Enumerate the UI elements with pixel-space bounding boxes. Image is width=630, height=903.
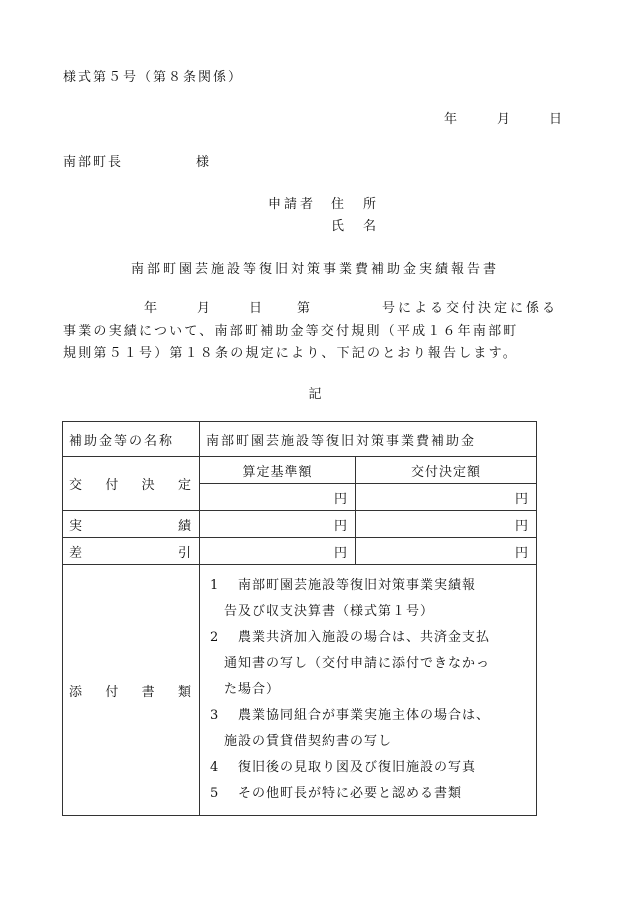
applicant-label: 申請者 <box>268 197 317 212</box>
body-line3: 規則第５１号）第１８条の規定により、下記のとおり報告します。 <box>63 346 518 361</box>
attachment-item-1: 1 南部町園芸施設等復旧対策事業実績報 告及び収支決算書（様式第１号） <box>210 578 477 619</box>
date-year: 年 <box>444 112 458 127</box>
form-number: 様式第５号（第８条関係） <box>63 70 244 85</box>
subsidy-name-value: 南部町園芸施設等復旧対策事業費補助金 <box>200 422 537 457</box>
date-month: 月 <box>497 112 511 127</box>
body-year: 年 <box>144 301 160 316</box>
attachment-item-2: 2 農業共済加入施設の場合は、共済金支払 通知書の写し（交付申請に添付できなかっ た場合） <box>210 630 491 697</box>
base-amount-header: 算定基準額 <box>200 457 356 484</box>
body-day: 日 <box>249 301 265 316</box>
difference-label: 差引 <box>63 538 200 565</box>
decision-label: 交付決定 <box>63 457 200 511</box>
table-row <box>63 538 537 565</box>
actual-label: 実績 <box>63 511 200 538</box>
subsidy-name-label: 補助金等の名称 <box>63 422 200 457</box>
table-row <box>63 511 537 538</box>
actual-decision-amount-yen: 円 <box>356 511 537 538</box>
table-row <box>63 565 537 816</box>
attachment-item-4: 4 復旧後の見取り図及び復旧施設の写真 <box>210 760 477 775</box>
body-line2: 事業の実績について、南部町補助金等交付規則（平成１６年南部町 <box>63 324 519 339</box>
decision-amount-yen: 円 <box>356 484 537 511</box>
date-day: 日 <box>549 112 563 127</box>
applicant-address-label: 住 所 <box>331 197 380 212</box>
document-title: 南部町園芸施設等復旧対策事業費補助金実績報告書 <box>130 262 499 277</box>
difference-base-amount-yen: 円 <box>200 538 356 565</box>
decision-amount-header: 交付決定額 <box>356 457 537 484</box>
attachment-item-5: 5 その他町長が特に必要と認める書類 <box>210 786 463 801</box>
attachments-list <box>200 565 537 816</box>
applicant-name-label: 氏 名 <box>331 219 380 234</box>
attachment-item-3: 3 農業協同組合が事業実施主体の場合は、 施設の賃貸借契約書の写し <box>210 708 491 749</box>
body-line1-rest: 号による交付決定に係る <box>382 301 559 316</box>
addressee-name: 南部町長 <box>63 155 124 170</box>
addressee-honorific: 様 <box>196 155 212 170</box>
table-row <box>63 422 537 457</box>
decision-base-amount-yen: 円 <box>200 484 356 511</box>
body-month: 月 <box>197 301 213 316</box>
difference-decision-amount-yen: 円 <box>356 538 537 565</box>
body-number-prefix: 第 <box>297 301 313 316</box>
attachments-label: 添付書類 <box>63 565 200 816</box>
report-table <box>62 421 537 816</box>
actual-base-amount-yen: 円 <box>200 511 356 538</box>
ki-heading: 記 <box>308 387 322 402</box>
table-row <box>63 457 537 484</box>
